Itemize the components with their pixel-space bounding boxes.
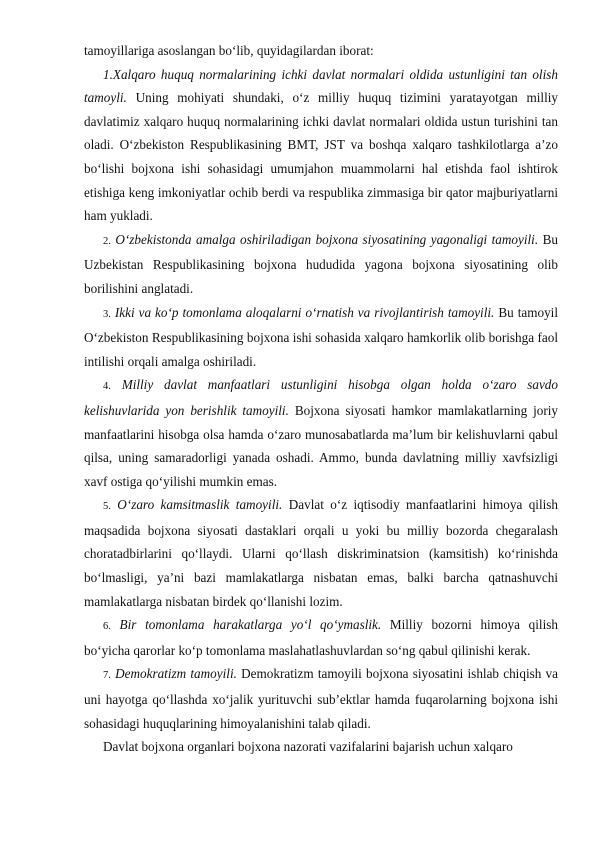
principle-title: O‘zaro kamsitmaslik tamoyili. <box>117 497 283 513</box>
paragraph-text: Milliy bozorni himoya qilish bo‘yicha qarorlar ko‘p tomonlama maslahatlashuvlardan so‘ng qabul qilinishi kerak. <box>84 617 558 658</box>
paragraph-principle-6 <box>84 613 558 662</box>
list-number: 2. <box>103 235 111 247</box>
paragraph-intro <box>84 39 558 63</box>
paragraph-principle-2 <box>84 228 558 301</box>
paragraph-text: Bu Uzbekistan Respublikasining bojxona hududida yagona bojxona siyosatining olib borilishini anglatadi. <box>84 231 558 296</box>
paragraph-principle-5 <box>84 493 558 613</box>
list-number: 5. <box>103 501 111 513</box>
paragraph-principle-3 <box>84 301 558 374</box>
paragraph-text: Uning mohiyati shundaki, o‘z milliy huquq tizimini yaratayotgan milliy davlatimiz xalqaro huquq normalarining ichki davlat normalari oldida ustun turishini tan oladi. O‘zbekiston Respublikasining BMT, JST va boshqa xalqaro tashkilotlarga a’zo bo‘lishi bojxona ishi sohasidagi umumjahon muammolarni hal etishda faol ishtirok etishiga keng imkoniyatlar ochib berdi va respublika zimmasiga bir qator majburiyatlarni ham yukladi. <box>84 90 558 224</box>
paragraph-text: Bu tamoyil O‘zbekiston Respublikasining bojxona ishi sohasida xalqaro hamkorlik olib borishga faol intilishi orqali amalga oshiriladi. <box>84 304 558 369</box>
principle-title: Milliy davlat manfaatlari ustunligini hisobga olgan holda o‘zaro savdo kelishuvlarida yon berishlik tamoyili. <box>84 377 558 418</box>
paragraph-principle-7 <box>84 662 558 735</box>
principle-title: Ikki va ko‘p tomonlama aloqalarni o‘rnatish va rivojlantirish tamoyili. <box>114 304 495 320</box>
list-number: 6. <box>103 621 111 633</box>
list-number: 3. <box>103 308 111 320</box>
principle-title: 1.Xalqaro huquq normalarining ichki davlat normalari oldida ustunligini tan olish tamoyli. <box>84 66 558 106</box>
paragraph-text: Davlat o‘z iqtisodiy manfaatlarini himoya qilish maqsadida bojxona siyosati dastaklari orqali u yoki bu milliy bozorda chegaralash choratadbirlarini qo‘llaydi. Ularni qo‘llash diskriminatsion (kamsitish) ko‘rinishda bo‘lmasligi, ya’ni bazi mamlakatlarga nisbatan emas, balki barcha qatnashuvchi mamlakatlarga nisbatan birdek qo‘llanishi lozim. <box>84 497 558 609</box>
paragraph-text: tamoyillariga asoslangan bo‘lib, quyidagilardan iborat: <box>84 43 374 58</box>
principle-title: Demokratizm tamoyili. <box>115 666 237 682</box>
paragraph-text: Bojxona siyosati hamkor mamlakatlarning joriy manfaatlarini hisobga olsa hamda o‘zaro munosabatlarda ma’lum bir kelishuvlarni qabul qilsa, uning samaradorligi yanada oshadi. Ammo, bunda davlatning milliy xavfsizligi xavf ostiga qo‘yilishi mumkin emas. <box>84 402 559 489</box>
paragraph-principle-1 <box>84 63 558 228</box>
list-number: 4. <box>103 381 111 393</box>
principle-title: O‘zbekistonda amalga oshiriladigan bojxona siyosatining yagonaligi tamoyili. <box>115 231 539 247</box>
list-number: 7. <box>103 670 111 682</box>
paragraph-text: Demokratizm tamoyili bojxona siyosatini ishlab chiqish va uni hayotga qo‘llashda xo‘jalik yurituvchi sub’ektlar hamda fuqarolarning bojxona ishi sohasidagi huquqlarining himoyalanishini talab qiladi. <box>84 666 559 731</box>
principle-title: Bir tomonlama harakatlarga yo‘l qo‘ymaslik. <box>119 617 382 633</box>
document-page <box>84 39 558 759</box>
paragraph-closing <box>84 735 558 759</box>
paragraph-principle-4 <box>84 373 558 493</box>
paragraph-text: Davlat bojxona organlari bojxona nazorati vazifalarini bajarish uchun xalqaro <box>103 739 513 755</box>
